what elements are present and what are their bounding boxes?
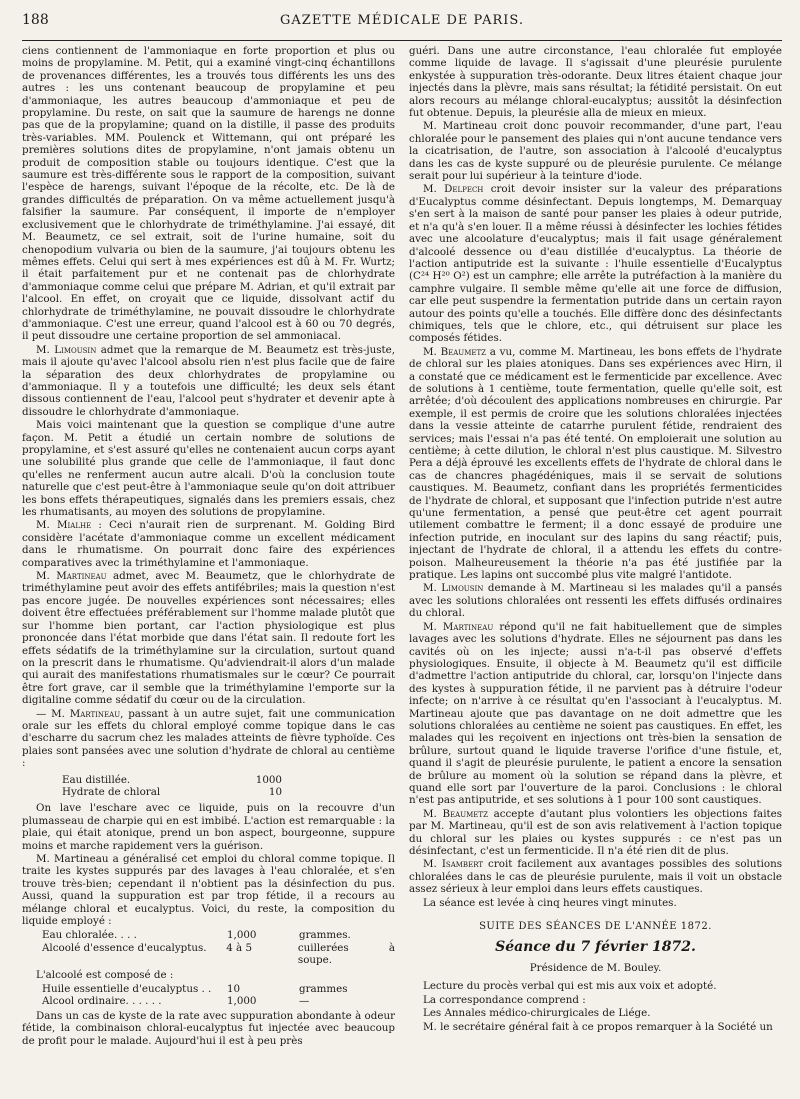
seance-title: Séance du 7 février 1872. [495, 939, 696, 956]
ingredient-unit: grammes [299, 983, 348, 996]
speaker-name: M. Mialhe [36, 519, 92, 532]
paragraph-text: croit devoir insister sur la valeur des préparations d'Eucalyptus comme désinfectant. Depuis longtemps, M. Demarquay s'en sert à la maison de santé pour panser les plaies à odeur putride, et n'a qu'à s'en louer. Il a même réussi à désinfecter les lochies fétides avec une alcoolature d'eucalyptus; mais il fait usage généralement d'alcoolé dessence ou d'eau distillée d'eucalyptus. La théorie de l'action antiputride est la suivante : l'huile essentielle d'Eucalyptus (C²⁴ H²⁰ O²) est un camphre; elle arrête la putréfaction à la manière du camphre vulgaire. Il semble même qu'elle ait une force de diffusion, car elle peut suspendre la fermentation putride dans un certain rayon autour des points qu'elle a touchés. Elle diffère donc des désinfectants chimiques, tels que le chlore, etc., qui détruisent sur place les composés fétides. [409, 183, 782, 345]
journal-title: GAZETTE MÉDICALE DE PARIS. [280, 13, 524, 28]
speaker-name: — M. Martineau [36, 707, 121, 720]
speaker-name: M. Delpech [423, 183, 484, 196]
paragraph [409, 582, 782, 619]
recipe-row [62, 786, 395, 798]
ingredient-unit: — [299, 995, 310, 1008]
paragraph: ciens contiennent de l'ammoniaque en forte proportion et plus ou moins de propylamine. M. Petit, qui a examiné vingt-cinq échantillons de provenances différentes, les a trouvés tous différents les uns des autres : les uns contenant beaucoup de propylamine et peu d'ammoniaque, les autres beaucoup d'ammoniaque et peu de propylamine. Du reste, on sait que la saumure de harengs ne donne pas que de la propylamine; quand on la distille, il passe des produits très-variables. MM. Poulenck et Wittemann, qui ont préparé les premières solutions dites de propylamine, n'ont jamais obtenu un produit de composition stable ou toujours identique. C'est que la saumure est très-différente sous le rapport de la composition, suivant l'espèce de harengs, suivant l'époque de la récolte, etc. De là de grandes difficultés de préparation. On va même actuellement jusqu'à falsifier la saumure. Par conséquent, il importe de n'employer exclusivement que le chlorhydrate de triméthylamine. J'ai essayé, dit M. Beaumetz, ce sel extrait, soit de l'urine humaine, soit du chenopodium vulvaria ou bien de la saumure, j'ai toujours obtenu les mêmes effets. Celui qui sert à mes expériences est dû à M. Fr. Wurtz; il était parfaitement pur et ne contenait pas de chlorhydrate d'ammoniaque comme celui que prépare M. Adrian, et qu'il extrait par l'alcool. En effet, on croyait que ce liquide, dissolvant actif du chlorhydrate de triméthylamine, ne pouvait dissoudre le chlorhydrate d'ammoniaque. C'est une erreur, quand l'alcool est à 60 ou 70 degrés, il peut dissoudre une certaine proportion de sel ammoniacal. [22, 45, 395, 343]
speaker-name: M. Limousin [423, 582, 484, 595]
paragraph [22, 570, 395, 706]
paragraph-text: : Ceci n'aurait rien de surprenant. M. Golding Bird considère l'acétate d'ammoniaque comme un excellent médicament dans le rhumatisme. On pourrait donc faire des expériences comparatives avec la triméthylamine et l'ammoniaque. [22, 519, 395, 569]
paragraph-text: admet, avec M. Beaumetz, que le chlorhydrate de triméthylamine peut avoir des effets antifébriles; mais la question n'est pas encore jugée. De nouvelles expériences sont nécessaires; elles doivent être effectuées préférablement sur l'homme malade plutôt que sur l'homme bien portant, car l'action physiologique est plus prononcée dans l'état morbide que dans l'état sain. Il redoute fort les effets sédatifs de la triméthylamine sur la circulation, surtout quand on la prescrit dans le rhumatisme. Qu'adviendrait-il alors d'un malade qui aurait des manifestations rhumatismales sur le cœur? Ce pourrait être fort grave, car il semble que la triméthylamine l'emporte sur la digitaline comme sédatif du cœur ou de la circulation. [22, 570, 395, 707]
paragraph: La correspondance comprend : [423, 993, 586, 1006]
right-column [409, 45, 782, 1090]
ingredient-name: Alcool ordinaire. . . . . . [42, 995, 162, 1008]
section-heading: SUITE DES SÉANCES DE L'ANNÉE 1872. [479, 921, 712, 933]
paragraph-text: , passant à un autre sujet, fait une communication orale sur les effets du chloral employé comme topique dans le cas d'escharre du sacrum chez les malades atteints de fièvre typhoïde. Ces plaies sont pansées avec une solution d'hydrate de chloral au centième : [22, 707, 395, 770]
paragraph: M. le secrétaire général fait à ce propos remarquer à la Société un [423, 1020, 773, 1033]
paragraph: guéri. Dans une autre circonstance, l'eau chloralée fut employée comme liquide de lavage. Il s'agissait d'une pleurésie purulente enkystée à suppuration très-odorante. Deux litres étaient chaque jour injectés dans la plèvre, mais sans résultat; la fétidité persistait. On eut alors recours au mélange chloral-eucalyptus; aussitôt la désinfection fut obtenue. Depuis, la pleurésie alla de mieux en mieux. [409, 45, 782, 120]
paragraph [409, 808, 782, 858]
paragraph: L'alcoolé est composé de : [36, 968, 174, 981]
paragraph-text: accepte d'autant plus volontiers les objections faites par M. Martineau, qu'il est de son avis relativement à l'action topique du chloral sur les plaies ou kystes suppurés : ce n'est pas un désinfectant, c'est un fermenticide. Il n'a été rien dit de plus. [409, 807, 782, 857]
paragraph: M. Martineau a généralisé cet emploi du chloral comme topique. Il traite les kystes suppurés par des lavages à l'eau chloralée, et s'en trouve très-bien; cependant il n'obtient pas la désinfection du pus. Aussi, quand la suppuration est par trop fétide, il a recours au mélange chloral et eucalyptus. Voici, du reste, la composition du liquide employé : [22, 853, 395, 928]
ingredient-quantity: 1,000 [227, 929, 257, 942]
paragraph: Lecture du procès verbal qui est mis aux voix et adopté. [423, 980, 717, 993]
ingredient-quantity: 1,000 [227, 995, 257, 1008]
recipe-row [42, 995, 395, 1007]
ingredient-quantity: 1000 [255, 773, 282, 786]
speaker-name: M. Beaumetz [423, 807, 488, 820]
paragraph: Mais voici maintenant que la question se complique d'une autre façon. M. Petit a étudié un certain nombre de solutions de propylamine, et s'est assuré qu'elles ne contenaient aucun corps ayant une solubilité plus grande que celle de l'ammoniaque, il faut donc qu'elles ne renferment aucun autre alcali. D'où la conclusion toute naturelle que c'est peut-être à l'ammoniaque seule qu'on doit attribuer les bons effets thérapeutiques, signalés dans les premiers essais, chez les rhumatisants, au moyen des solutions de propylamine. [22, 419, 395, 519]
ingredient-unit: grammes. [299, 929, 351, 942]
paragraph: M. Martineau croit donc pouvoir recommander, d'une part, l'eau chloralée pour le pansement des plaies qui n'ont aucune tendance vers la cicatrisation, de l'autre, son association à l'alcoolé d'eucalyptus dans les cas de kyste suppuré ou de pleurésie purulente. Ce mélange serait pour lui supérieur à la teinture d'iode. [409, 120, 782, 183]
speaker-name: M. Limousin [36, 343, 97, 356]
paragraph [409, 621, 782, 807]
paragraph [409, 183, 782, 344]
paragraph-text: admet que la remarque de M. Beaumetz est très-juste, mais il ajoute qu'avec l'alcool absolu rien n'est plus facile que de faire la séparation des deux chlorhydrates de propylamine ou d'ammoniaque. Il y a toutefois une difficulté; les deux sels étant dissous contiennent de l'eau, l'alcool peut s'hydrater et devenir apte à dissoudre le chlorhydrate d'ammoniaque. [22, 343, 395, 418]
paragraph-text: a vu, comme M. Martineau, les bons effets de l'hydrate de chloral sur les plaies atoniques. Dans ses expériences avec Hirn, il a constaté que ce médicament est le fermenticide par excellence. Avec de solutions à 1 centième, toute fermentation, quelle qu'elle soit, est arrêtée; d'où découlent des applications nombreuses en chirurgie. Par exemple, il est permis de croire que les solutions chloralées injectées dans la vessie atteinte de catarrhe purulent fétide, rendraient des services; mais l'essai n'a pas été tenté. On emploierait une solution au centième; à cette dilution, le chloral n'est plus caustique. M. Silvestro Pera a déjà éprouvé les excellents effets de l'hydrate de chloral dans le cas de chancres phagédéniques, mais il se servait de solutions caustiques. M. Beaumetz, confiant dans les propriétés fermenticides de l'hydrate de chloral, et supposant que l'infection putride n'est autre qu'une fermentation, a pensé que peut-être cet agent pourrait utilement combattre le ferment; il a donc essayé de produire une infection putride, en inoculant sur des lapins du sang réactif; puis, injectant de l'hydrate de chloral, il a attendu les effets du contre-poison. Malheureusement la théorie n'a pas été justifiée par la pratique. Les lapins ont succombé plus vite malgré l'antidote. [409, 345, 782, 582]
recipe-row [42, 983, 395, 995]
paragraph-text: répond qu'il ne fait habituellement que de simples lavages avec les solutions d'hydrate. Elles ne séjournent pas dans les cavités où on les injecte; aussi n'a-t-il pas observé d'effets physiologiques. Ensuite, il objecte à M. Beaumetz qu'il est difficile d'admettre l'action antiputride du chloral, car, lorsqu'on l'injecte dans des kystes à suppuration fétide, il ne parvient pas à détruire l'odeur infecte; on n'arrive à ce résultat qu'en l'associant à l'eucalyptus. M. Martineau ajoute que pas davantage on ne doit admettre que les solutions chloralées au centième ne soient pas caustiques. En effet, les malades qui les reçoivent en injections ont très-bien la sensation de brûlure, surtout quand le liquide traverse l'orifice d'une fistule, et, quand il s'agit de pleurésie purulente, le patient a encore la sensation de brûlure au moment où la solution se répand dans la plèvre, et quand elle sort par l'ouverture de la paroi. Conclusions : le chloral n'est pas antiputride, et ses solutions à 1 pour 100 sont caustiques. [409, 620, 782, 807]
paragraph: On lave l'eschare avec ce liquide, puis on la recouvre d'un plumasseau de charpie qui en est imbibé. L'action est remarquable : la plaie, qui était atonique, prend un bon aspect, bourgeonne, suppure moins et marche rapidement vers la guérison. [22, 802, 395, 852]
header-rule [22, 40, 782, 41]
paragraph [409, 346, 782, 582]
ingredient-name: Alcoolé d'essence d'eucalyptus. [42, 941, 207, 954]
speaker-name: M. Beaumetz [423, 345, 487, 358]
ingredient-unit: cuillerées à soupe. [297, 941, 395, 967]
ingredient-quantity: 10 [227, 983, 241, 996]
text-columns [22, 45, 782, 1090]
recipe-row [42, 942, 395, 967]
ingredient-name: Eau chloralée. . . . [42, 929, 137, 942]
paragraph [22, 519, 395, 569]
speaker-name: M. Martineau [423, 620, 494, 633]
paragraph [22, 344, 395, 418]
recipe-row [42, 929, 395, 941]
ingredient-quantity: 10 [268, 785, 282, 798]
paragraph: Les Annales médico-chirurgicales de Liége. [423, 1007, 651, 1020]
paragraph-text: demande à M. Martineau si les malades qu'il a pansés avec les solutions chloralées ont ressenti les effets diffusés ordinaires du chloral. [409, 582, 782, 620]
paragraph: Dans un cas de kyste de la rate avec suppuration abondante à odeur fétide, la combinaison chloral-eucalyptus fut injectée avec beaucoup de profit pour le malade. Aujourd'hui il est à peu près [22, 1009, 395, 1047]
ingredient-name: Eau distillée. [62, 773, 131, 786]
ingredient-quantity: 4 à 5 [226, 941, 252, 954]
paragraph: La séance est levée à cinq heures vingt minutes. [423, 896, 677, 909]
recipe-alcoole [42, 983, 395, 1008]
paragraph [22, 708, 395, 770]
recipe-chloral-solution [62, 774, 395, 799]
recipe-chloral-eucalyptus [42, 929, 395, 966]
page-header [22, 12, 782, 38]
paragraph-text: croit facilement aux avantages possibles des solutions chloralées dans le cas de pleurésie purulente, mais il voit un obstacle assez sérieux à leur emploi dans leurs effets caustiques. [409, 858, 782, 896]
speaker-name: M. Isambert [423, 858, 484, 871]
presidence-line: Présidence de M. Bouley. [529, 961, 662, 974]
left-column [22, 45, 395, 1090]
page-number: 188 [22, 12, 49, 28]
ingredient-name: Hydrate de chloral [62, 785, 161, 798]
paragraph [409, 858, 782, 895]
speaker-name: M. Martineau [36, 570, 107, 583]
recipe-row [62, 774, 395, 786]
ingredient-name: Huile essentielle d'eucalyptus . . [42, 983, 212, 996]
